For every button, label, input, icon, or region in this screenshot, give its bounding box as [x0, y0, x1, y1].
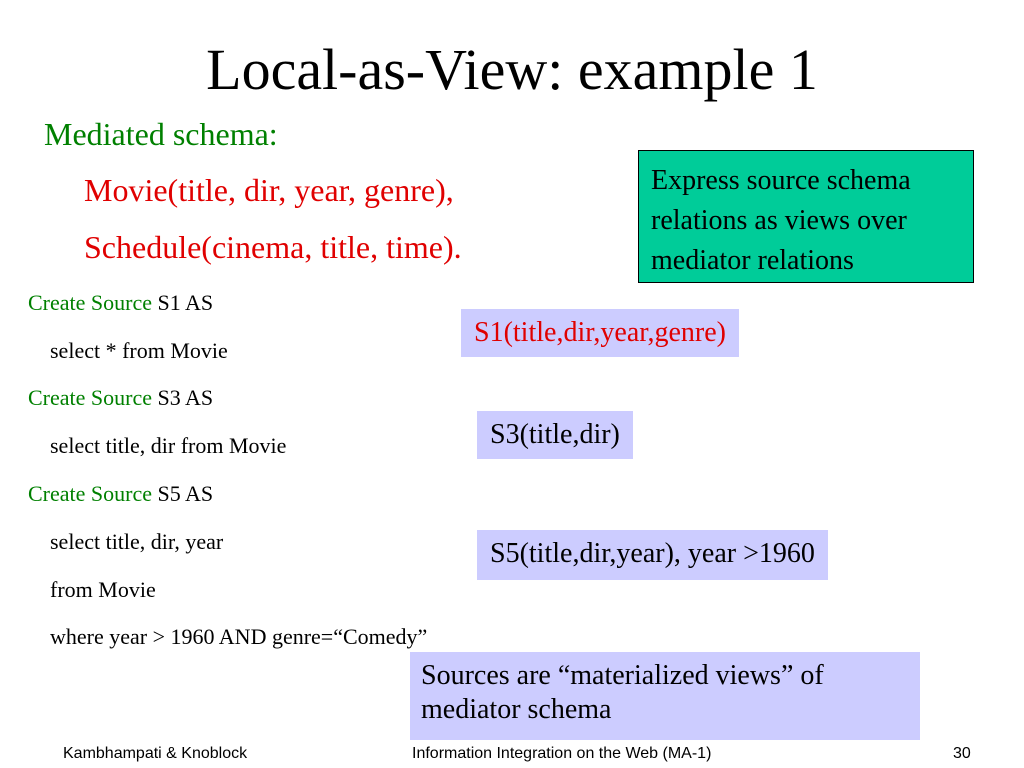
s5-query-line-3: where year > 1960 AND genre=“Comedy”	[50, 624, 428, 649]
footer-course: Information Integration on the Web (MA-1)	[412, 745, 712, 762]
source-name: S1 AS	[152, 290, 214, 315]
s1-view-box: S1(title,dir,year,genre)	[461, 309, 739, 357]
s3-query: select title, dir from Movie	[50, 433, 287, 458]
create-source-s3	[28, 385, 213, 411]
s5-query-line-1: select title, dir, year	[50, 529, 224, 554]
express-note-box: Express source schema relations as views over mediator relations	[638, 150, 974, 283]
mediated-schema-heading: Mediated schema:	[44, 116, 278, 152]
create-source-keyword: Create Source	[28, 290, 152, 315]
s1-query: select * from Movie	[50, 338, 228, 363]
slide-title: Local-as-View: example 1	[206, 37, 818, 102]
source-name: S5 AS	[152, 481, 214, 506]
create-source-keyword: Create Source	[28, 481, 152, 506]
footer-authors: Kambhampati & Knoblock	[63, 745, 248, 762]
s5-query-line-2: from Movie	[50, 577, 156, 602]
sources-note-box: Sources are “materialized views” of mediator schema	[410, 652, 920, 740]
create-source-keyword: Create Source	[28, 385, 152, 410]
schema-movie: Movie(title, dir, year, genre),	[84, 172, 454, 208]
schema-schedule: Schedule(cinema, title, time).	[84, 229, 462, 265]
source-name: S3 AS	[152, 385, 214, 410]
create-source-s5	[28, 481, 213, 507]
s5-view-box: S5(title,dir,year), year >1960	[477, 530, 828, 580]
create-source-s1	[28, 290, 213, 316]
s3-view-box: S3(title,dir)	[477, 411, 633, 459]
page-number: 30	[953, 745, 971, 762]
